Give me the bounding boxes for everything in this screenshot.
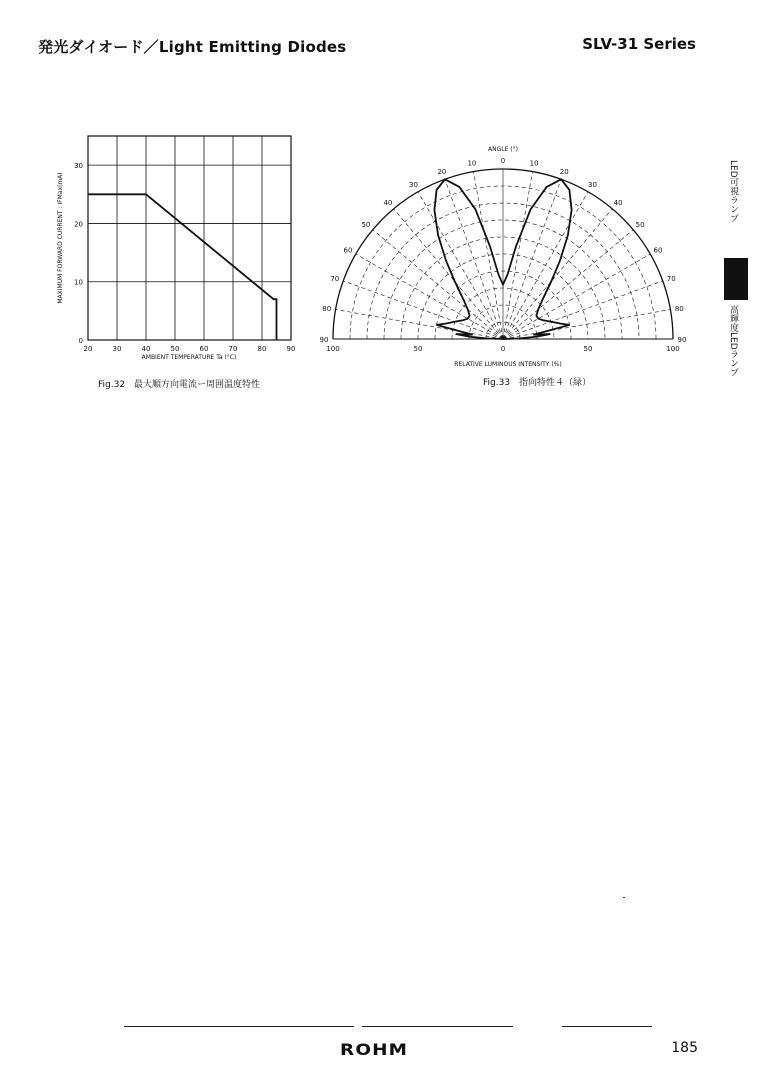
fig33-radial-label: 100 [666, 345, 680, 353]
fig33-angle-label: 60 [653, 246, 663, 255]
fig32-x-tick-label: 90 [286, 345, 296, 353]
fig33-angle-label: 50 [635, 220, 645, 229]
fig33-angle-label: 10 [529, 159, 539, 168]
fig33-spoke [503, 254, 650, 339]
fig33-radial-label: 50 [583, 345, 593, 353]
fig33-angle-label: 70 [666, 274, 676, 283]
fig32-xlabel: AMBIENT TEMPERATURE Ta (°C) [141, 354, 237, 361]
footer-rule-1 [124, 1026, 354, 1027]
fig33-angle-label: 80 [322, 304, 332, 313]
fig33-spoke [503, 209, 612, 339]
fig33-title: ANGLE (°) [488, 146, 518, 153]
fig32-x-tick-label: 70 [228, 345, 238, 353]
fig33-spoke [503, 230, 633, 339]
fig33-radial-label: 0 [500, 345, 506, 353]
fig33-spoke [373, 230, 503, 339]
fig33-angle-label: 0 [500, 157, 506, 165]
fig33-spoke [394, 209, 503, 339]
fig33-caption-text: 指向特性４（緑） [518, 378, 591, 388]
fig33-angle-label: 30 [409, 181, 418, 189]
rohm-logo: ROHM [340, 1040, 409, 1059]
fig33-angle-label: 50 [361, 220, 371, 229]
side-tab-high-brightness: 高輝度LEDランプ [728, 305, 738, 377]
fig33-angle-label: 90 [319, 336, 329, 344]
fig32-y-tick-label: 20 [74, 220, 83, 229]
fig33-spoke [503, 281, 663, 339]
fig32-x-tick-label: 30 [112, 345, 122, 353]
figure-32-chart [57, 136, 295, 361]
fig32-ylabel: MAXIMUM FORWARD CURRENT : IFMax(mA) [57, 172, 64, 304]
stray-mark [623, 897, 625, 898]
fig32-caption-num: Fig.32 [98, 380, 126, 390]
fig33-spoke [356, 254, 503, 339]
fig33-angle-label: 40 [383, 198, 393, 207]
fig32-caption [98, 377, 260, 390]
fig32-x-tick-label: 20 [83, 345, 93, 353]
fig33-caption-num: Fig.33 [483, 378, 511, 388]
fig32-y-tick-label: 30 [74, 162, 83, 171]
fig32-x-tick-label: 60 [199, 345, 209, 353]
fig32-y-tick-label: 10 [74, 278, 83, 287]
fig33-angle-label: 70 [330, 274, 340, 283]
figures-canvas [0, 0, 771, 420]
fig33-angle-label: 20 [437, 167, 447, 176]
fig33-xlabel: RELATIVE LUMINOUS INTENSITY (%) [454, 361, 562, 368]
figure-33-polar-chart [320, 146, 687, 368]
fig33-angle-label: 10 [467, 159, 477, 168]
page-number: 185 [671, 1040, 698, 1056]
fig32-frame [88, 136, 291, 340]
fig33-angle-label: 80 [674, 304, 684, 313]
footer-rule-2 [362, 1026, 513, 1027]
fig33-angle-label: 30 [588, 181, 597, 189]
fig32-x-tick-label: 80 [257, 345, 267, 353]
fig33-angle-label: 60 [343, 246, 353, 255]
fig33-spoke [418, 192, 503, 339]
fig32-x-tick-label: 40 [141, 345, 151, 353]
series-title: SLV-31 Series [582, 35, 696, 53]
fig33-spoke [503, 192, 588, 339]
fig33-angle-label: 20 [559, 167, 569, 176]
fig32-x-tick-label: 50 [170, 345, 180, 353]
fig33-radial-label: 50 [413, 345, 423, 353]
fig32-caption-text: 最大順方向電流ー周囲温度特性 [133, 380, 260, 390]
fig33-radial-label: 100 [326, 345, 340, 353]
fig33-angle-label: 40 [613, 198, 623, 207]
page-header-title: 発光ダイオード／Light Emitting Diodes [38, 38, 347, 56]
fig32-y-tick-label: 0 [78, 337, 83, 345]
side-tab-led-visible: LED可視ランプ [728, 160, 738, 223]
fig32-series-line [88, 194, 277, 340]
fig33-caption [483, 375, 591, 388]
fig33-angle-label: 90 [677, 336, 687, 344]
footer-rule-3 [562, 1026, 652, 1027]
